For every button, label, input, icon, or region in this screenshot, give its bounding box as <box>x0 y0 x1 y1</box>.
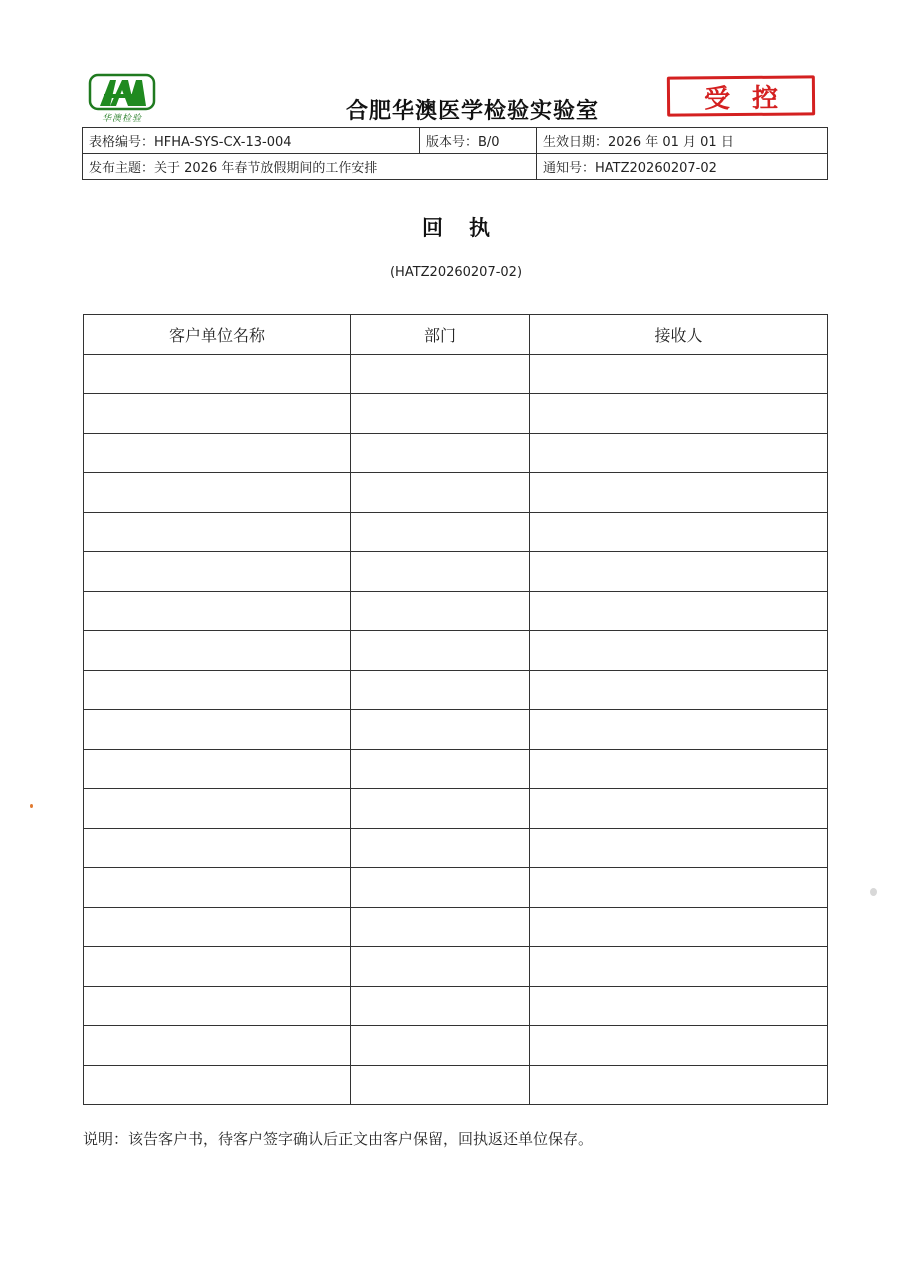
department-cell[interactable] <box>351 473 530 513</box>
receipt-header-row <box>84 315 828 355</box>
scan-speck <box>870 888 877 896</box>
table-row <box>84 907 828 947</box>
recipient-cell[interactable] <box>530 631 828 671</box>
table-row <box>84 828 828 868</box>
footnote: 说明：该告客户书，待客户签字确认后正文由客户保留，回执返还单位保存。 <box>83 1130 594 1148</box>
header-client-unit: 客户单位名称 <box>84 315 351 355</box>
huaao-logo-icon <box>88 73 156 113</box>
table-row <box>84 986 828 1026</box>
table-row <box>84 1065 828 1105</box>
client-unit-cell[interactable] <box>84 828 351 868</box>
client-unit-cell[interactable] <box>84 749 351 789</box>
table-row <box>84 552 828 592</box>
header-department: 部门 <box>351 315 530 355</box>
form-number: 表格编号：HFHA-SYS-CX-13-004 <box>83 128 420 154</box>
receipt-table <box>83 314 828 1105</box>
recipient-cell[interactable] <box>530 354 828 394</box>
client-unit-cell[interactable] <box>84 907 351 947</box>
department-cell[interactable] <box>351 986 530 1026</box>
client-unit-cell[interactable] <box>84 631 351 671</box>
client-unit-cell[interactable] <box>84 670 351 710</box>
recipient-cell[interactable] <box>530 552 828 592</box>
table-row <box>84 789 828 829</box>
department-cell[interactable] <box>351 907 530 947</box>
client-unit-cell[interactable] <box>84 394 351 434</box>
controlled-stamp <box>667 75 815 116</box>
client-unit-cell[interactable] <box>84 789 351 829</box>
table-row <box>84 670 828 710</box>
header-recipient: 接收人 <box>530 315 828 355</box>
recipient-cell[interactable] <box>530 710 828 750</box>
client-unit-cell[interactable] <box>84 710 351 750</box>
department-cell[interactable] <box>351 947 530 987</box>
info-row <box>83 128 828 154</box>
recipient-cell[interactable] <box>530 1065 828 1105</box>
client-unit-cell[interactable] <box>84 868 351 908</box>
department-cell[interactable] <box>351 591 530 631</box>
receipt-body <box>84 354 828 1105</box>
department-cell[interactable] <box>351 433 530 473</box>
recipient-cell[interactable] <box>530 591 828 631</box>
logo-caption: 华澳检验 <box>101 114 142 124</box>
table-row <box>84 473 828 513</box>
document-info-table <box>82 127 828 180</box>
scan-speck <box>30 804 33 808</box>
table-row <box>84 947 828 987</box>
department-cell[interactable] <box>351 828 530 868</box>
department-cell[interactable] <box>351 749 530 789</box>
recipient-cell[interactable] <box>530 473 828 513</box>
recipient-cell[interactable] <box>530 789 828 829</box>
publish-subject: 发布主题：关于 2026 年春节放假期间的工作安排 <box>83 154 537 180</box>
table-row <box>84 749 828 789</box>
table-row <box>84 710 828 750</box>
department-cell[interactable] <box>351 789 530 829</box>
version-number: 版本号：B/0 <box>420 128 537 154</box>
recipient-cell[interactable] <box>530 512 828 552</box>
notice-number: 通知号：HATZ20260207-02 <box>537 154 828 180</box>
recipient-cell[interactable] <box>530 868 828 908</box>
department-cell[interactable] <box>351 552 530 592</box>
client-unit-cell[interactable] <box>84 1065 351 1105</box>
recipient-cell[interactable] <box>530 907 828 947</box>
table-row <box>84 354 828 394</box>
department-cell[interactable] <box>351 710 530 750</box>
stamp-text: 受控 <box>703 82 801 114</box>
client-unit-cell[interactable] <box>84 512 351 552</box>
department-cell[interactable] <box>351 868 530 908</box>
recipient-cell[interactable] <box>530 749 828 789</box>
document-title: 回执 <box>422 215 516 240</box>
department-cell[interactable] <box>351 512 530 552</box>
table-row <box>84 868 828 908</box>
department-cell[interactable] <box>351 670 530 710</box>
recipient-cell[interactable] <box>530 433 828 473</box>
table-row <box>84 631 828 671</box>
client-unit-cell[interactable] <box>84 354 351 394</box>
recipient-cell[interactable] <box>530 1026 828 1066</box>
client-unit-cell[interactable] <box>84 1026 351 1066</box>
effective-date: 生效日期：2026 年 01 月 01 日 <box>537 128 828 154</box>
department-cell[interactable] <box>351 354 530 394</box>
table-row <box>84 433 828 473</box>
table-row <box>84 512 828 552</box>
table-row <box>84 1026 828 1066</box>
client-unit-cell[interactable] <box>84 552 351 592</box>
department-cell[interactable] <box>351 394 530 434</box>
client-unit-cell[interactable] <box>84 473 351 513</box>
recipient-cell[interactable] <box>530 986 828 1026</box>
department-cell[interactable] <box>351 1026 530 1066</box>
client-unit-cell[interactable] <box>84 986 351 1026</box>
lab-name: 合肥华澳医学检验实验室 <box>346 98 600 124</box>
table-row <box>84 591 828 631</box>
recipient-cell[interactable] <box>530 947 828 987</box>
recipient-cell[interactable] <box>530 394 828 434</box>
recipient-cell[interactable] <box>530 828 828 868</box>
department-cell[interactable] <box>351 1065 530 1105</box>
recipient-cell[interactable] <box>530 670 828 710</box>
table-row <box>84 394 828 434</box>
department-cell[interactable] <box>351 631 530 671</box>
client-unit-cell[interactable] <box>84 947 351 987</box>
client-unit-cell[interactable] <box>84 591 351 631</box>
company-logo <box>88 73 156 125</box>
info-row <box>83 154 828 180</box>
client-unit-cell[interactable] <box>84 433 351 473</box>
document-number: (HATZ20260207-02) <box>389 265 523 280</box>
